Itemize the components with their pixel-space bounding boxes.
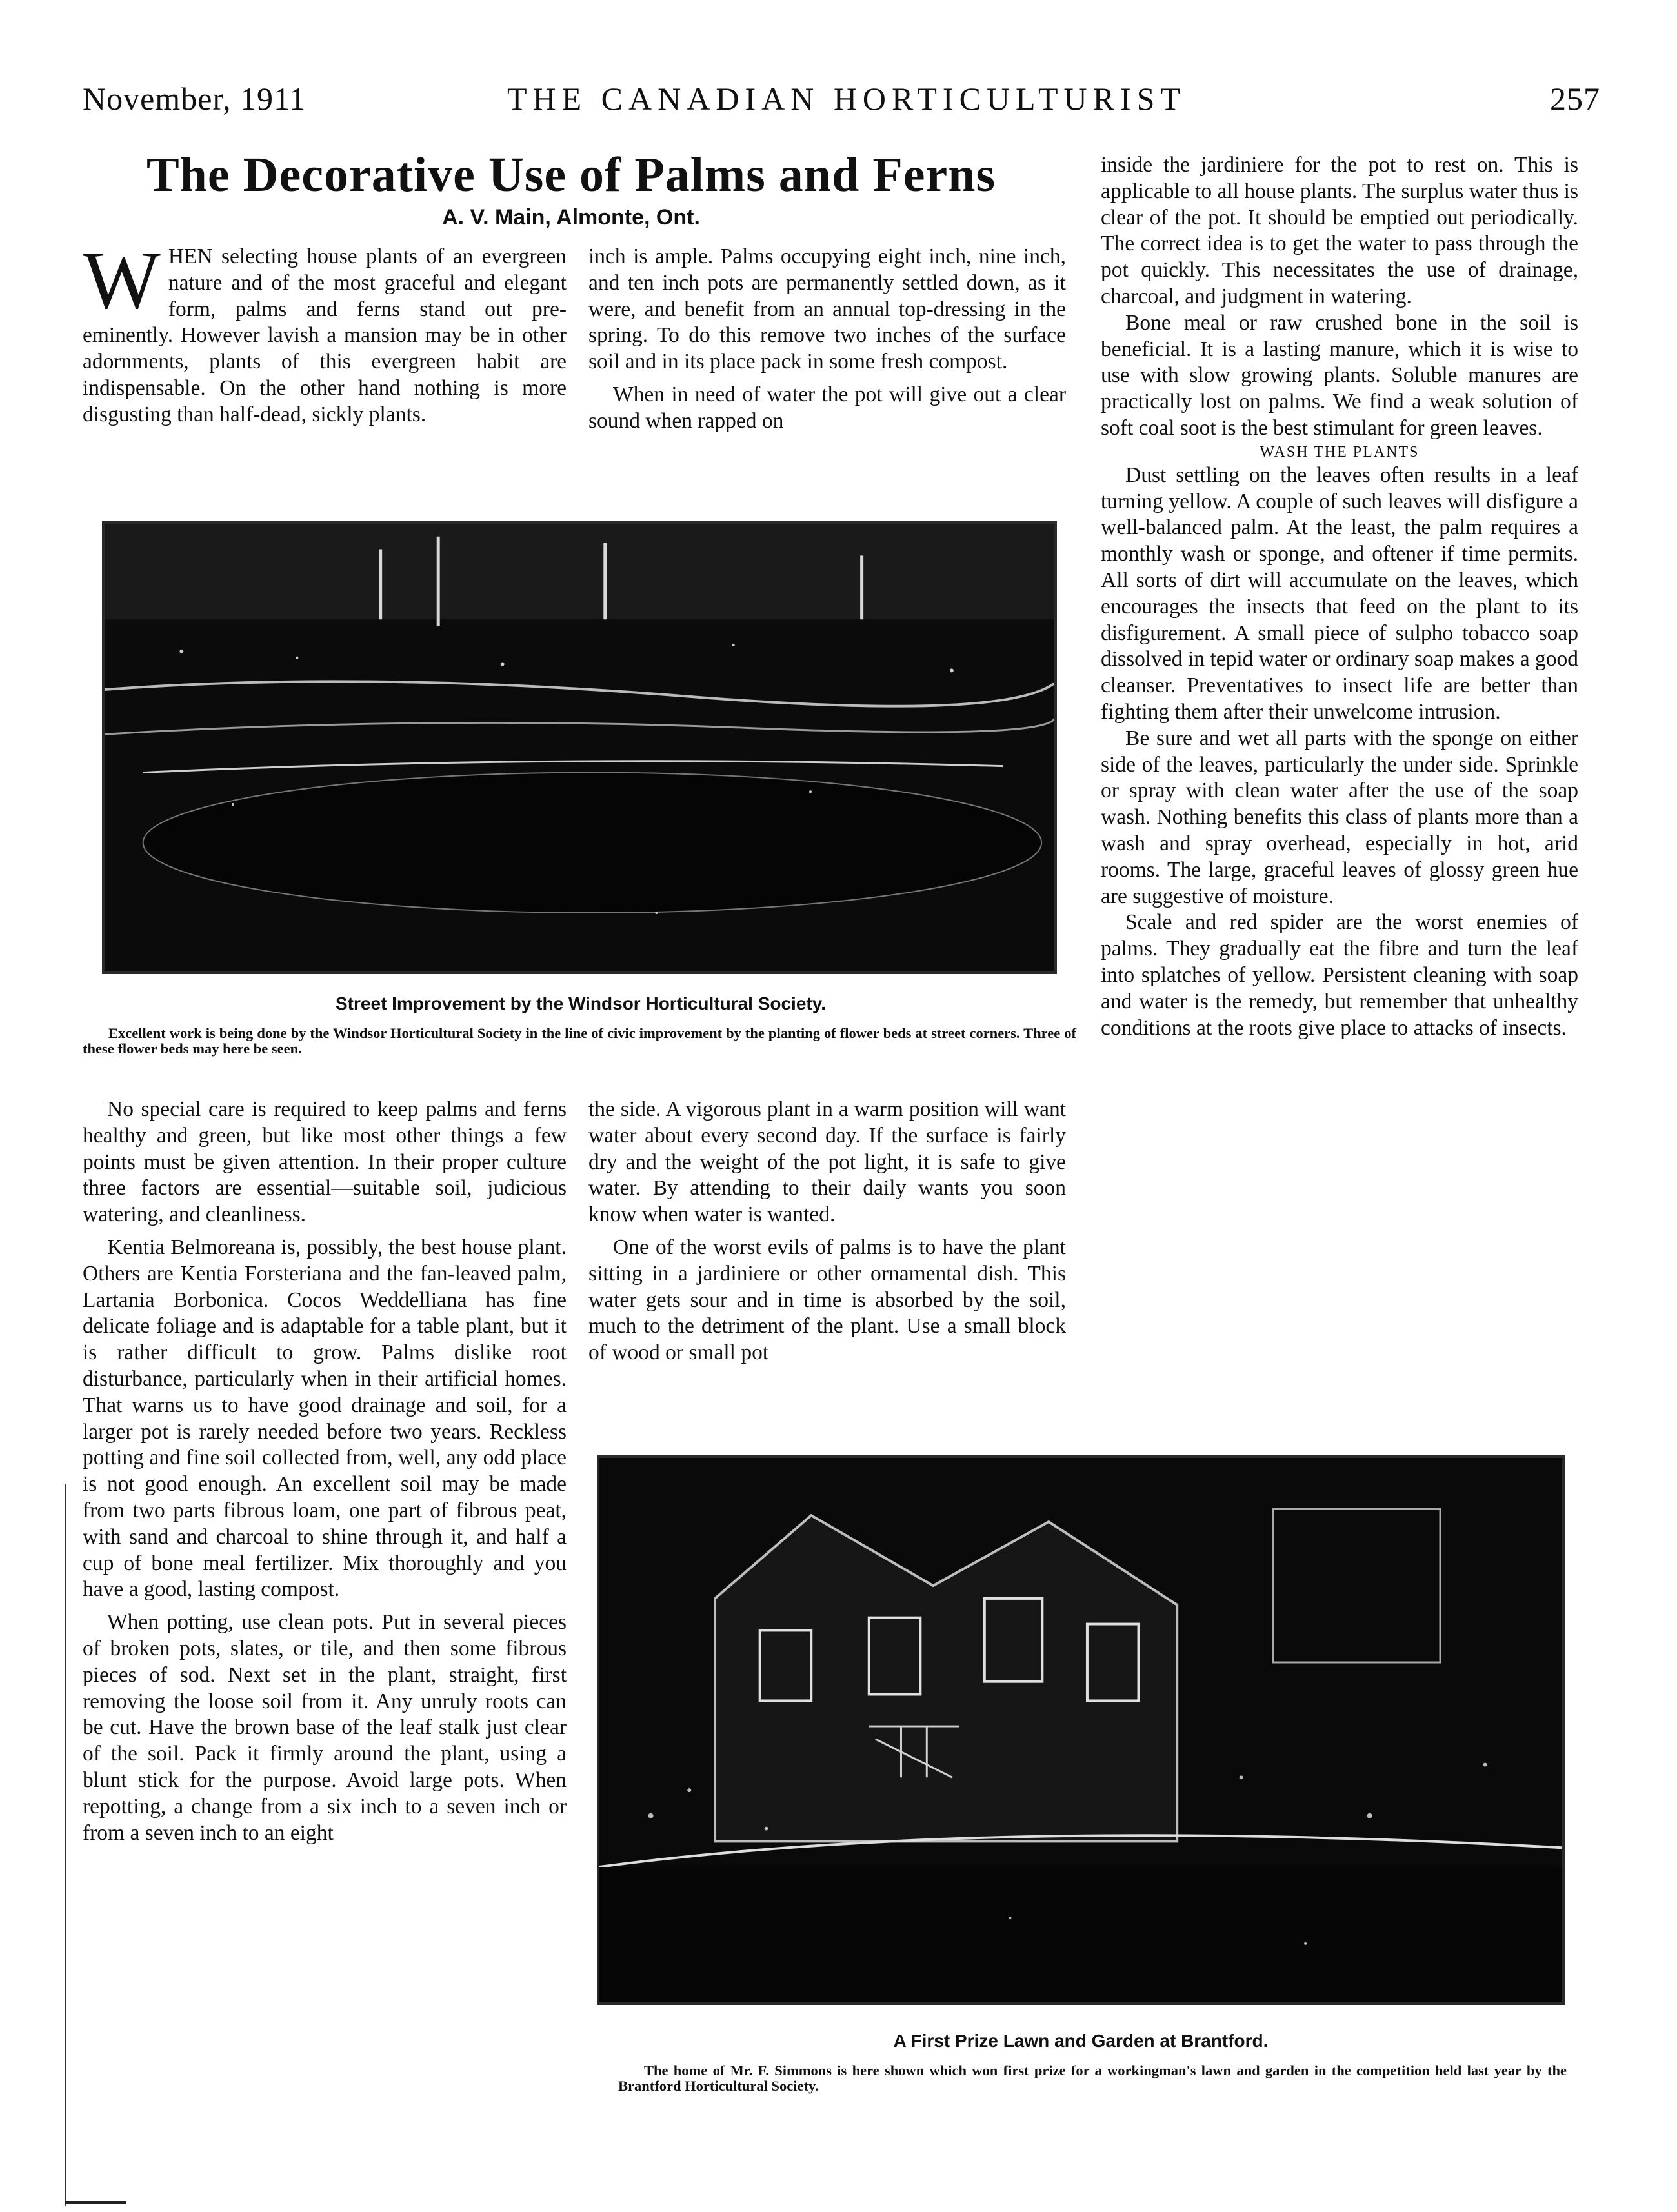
paragraph: Be sure and wet all parts with the sponge on either side of the leaves, particularly the under side. Sprinkle or spray with clean water after the use of the soap wash. Nothing benefits this class of plants more than a wash and spray overhead, especially in hot, arid rooms. The large, graceful leaves of glossy green hue are suggestive of moisture. xyxy=(1101,726,1578,908)
column-2-top xyxy=(588,244,1066,435)
header-date: November, 1911 xyxy=(83,81,306,117)
article-title: The Decorative Use of Palms and Ferns xyxy=(146,148,996,202)
column-1-top xyxy=(83,234,567,428)
figure-1-caption: Excellent work is being done by the Windsor Horticultural Society in the line of civic improvement by the planting of flower beds at street corners. Three of these flower beds may here be seen. xyxy=(83,1025,1076,1057)
header-journal-title: THE CANADIAN HORTICULTURIST xyxy=(507,81,1186,117)
drop-cap: W xyxy=(83,234,161,326)
paragraph: One of the worst evils of palms is to have the plant sitting in a jardiniere or other ornamental dish. This water gets sour and in time is absorbed by the soil, much to the detriment of the plant. Use a small block of wood or small pot xyxy=(588,1235,1066,1365)
street-improvement-photo xyxy=(102,521,1057,974)
left-margin-rule xyxy=(65,1484,66,2206)
paragraph: inch is ample. Palms occupying eight inch, nine inch, and ten inch pots are permanently settled down, as it were, and benefit from an annual top-dressing in the spring. To do this remove two inches of the surface soil and in its place pack in some fresh compost. xyxy=(588,244,1066,374)
section-subheading: WASH THE PLANTS xyxy=(1260,443,1420,461)
paragraph: inside the jardiniere for the pot to rest on. This is applicable to all house plants. The surplus water thus is clear of the pot. It should be emptied out periodically. The correct idea is to get the water to pass through the pot quickly. This necessitates the use of drainage, charcoal, and judgment in watering. xyxy=(1101,153,1578,308)
prize-garden-photo xyxy=(597,1455,1565,2005)
bottom-margin-rule xyxy=(65,2201,126,2204)
column-1-bottom xyxy=(83,1097,567,1846)
paragraph: No special care is required to keep palms and ferns healthy and green, but like most other things a few points must be given attention. In their proper culture three factors are essential—suitable soil, judicious watering, and cleanliness. xyxy=(83,1097,567,1227)
paragraph: Kentia Belmoreana is, possibly, the best house plant. Others are Kentia Forsteriana and the fan-leaved palm, Lartania Borbonica. Cocos Weddelliana has fine delicate foliage and is adaptable for a table plant, but it is rather difficult to grow. Palms dislike root disturbance, particularly when in their artificial homes. That warns us to have good drainage and soil, for a larger pot is rarely needed before two years. Reckless potting and fine soil collected from, well, any odd place is not good enough. An excellent soil may be made from two parts fibrous loam, one part of fibrous peat, with sand and charcoal to shine through it, and half a cup of bone meal fertilizer. Mix thoroughly and you have a good, lasting compost. xyxy=(83,1235,567,1602)
paragraph: WHEN selecting house plants of an evergreen nature and of the most graceful and elegant form, palms and ferns stand out pre-eminently. However lavish a mansion may be in other adornments, plants of this evergreen habit are indispensable. On the other hand nothing is more disgusting than half-dead, sickly plants. xyxy=(83,234,567,426)
figure-1-title: Street Improvement by the Windsor Horticultural Society. xyxy=(335,993,827,1013)
column-2-bottom xyxy=(588,1097,1066,1366)
column-3 xyxy=(1101,152,1578,1041)
header-page-number: 257 xyxy=(1550,81,1600,117)
figure-2-caption: The home of Mr. F. Simmons is here shown which won first prize for a workingman's lawn and garden in the competition held last year by the Brantford Horticultural Society. xyxy=(618,2062,1567,2094)
paragraph: Dust settling on the leaves often results in a leaf turning yellow. A couple of such leaves will disfigure a well-balanced palm. At the least, the palm requires a monthly wash or sponge, and oftener if time permits. All sorts of dirt will accumulate on the leaves, which encourages the insects that feed on the plant to its disfigurement. A small piece of sulpho tobacco soap dissolved in tepid water or ordinary soap makes a good cleanser. Preventatives to insect life are better than fighting them after their unwelcome intrusion. xyxy=(1101,463,1578,724)
figure-2-title: A First Prize Lawn and Garden at Brantford. xyxy=(893,2031,1269,2051)
paragraph: When in need of water the pot will give out a clear sound when rapped on xyxy=(588,382,1066,433)
article-byline: A. V. Main, Almonte, Ont. xyxy=(442,205,700,230)
paragraph: the side. A vigorous plant in a warm position will want water about every second day. If the surface is fairly dry and the weight of the pot light, it is safe to give water. By attending to their daily wants you soon know when water is wanted. xyxy=(588,1097,1066,1227)
paragraph: Scale and red spider are the worst enemies of palms. They gradually eat the fibre and turn the leaf into splatches of yellow. Persistent cleaning with soap and water is the remedy, but remember that unhealthy conditions at the roots give place to attacks of insects. xyxy=(1101,910,1578,1040)
paragraph: Bone meal or raw crushed bone in the soil is beneficial. It is a lasting manure, which it is wise to use with slow growing plants. Soluble manures are practically lost on palms. We find a weak solution of soft coal soot is the best stimulant for green leaves. xyxy=(1101,310,1578,440)
paragraph: When potting, use clean pots. Put in several pieces of broken pots, slates, or tile, and then some fibrous pieces of sod. Next set in the plant, straight, first removing the loose soil from it. Any unruly roots can be cut. Have the brown base of the leaf stalk just clear of the soil. Pack it firmly around the plant, using a blunt stick for the purpose. Avoid large pots. When repotting, a change from a six inch to a seven inch or from a seven inch to an eight xyxy=(83,1610,567,1845)
